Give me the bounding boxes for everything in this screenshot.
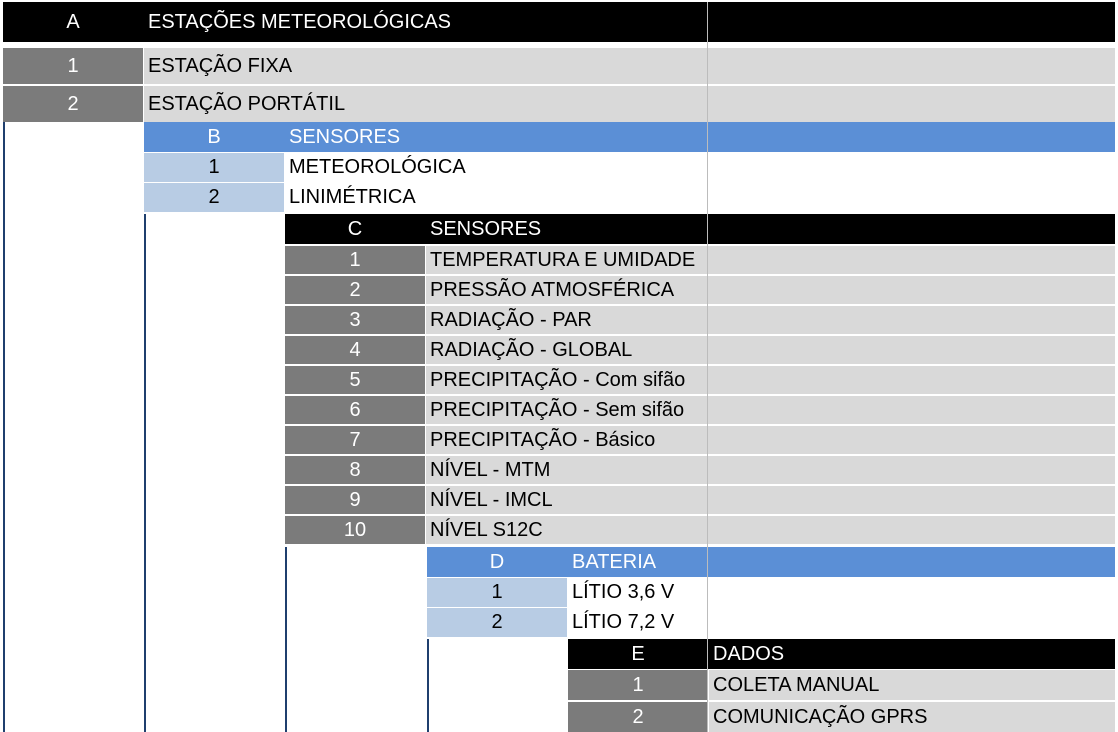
item-code: 1 (144, 153, 284, 182)
item-code: 2 (568, 702, 708, 732)
list-item: LÍTIO 3,6 V (568, 578, 1115, 607)
item-code: 5 (285, 366, 425, 394)
section-title: DADOS (713, 642, 785, 665)
list-item: RADIAÇÃO - GLOBAL (426, 336, 1115, 364)
list-item: NÍVEL S12C (426, 516, 1115, 544)
list-item: TEMPERATURA E UMIDADE (426, 246, 1115, 274)
list-item: COMUNICAÇÃO GPRS (709, 702, 1115, 732)
section-code: A (66, 10, 80, 33)
list-item: NÍVEL - MTM (426, 456, 1115, 484)
item-code: 2 (285, 276, 425, 304)
item-code: 8 (285, 456, 425, 484)
section-code: E (631, 642, 645, 665)
item-code: 1 (3, 48, 143, 84)
item-code: 3 (285, 306, 425, 334)
list-item: METEOROLÓGICA (285, 153, 1115, 182)
list-item: NÍVEL - IMCL (426, 486, 1115, 514)
section-title: SENSORES (289, 125, 401, 148)
item-code: 9 (285, 486, 425, 514)
list-item: PRECIPITAÇÃO - Com sifão (426, 366, 1115, 394)
tree-connector-line (427, 639, 429, 732)
list-item: LÍTIO 7,2 V (568, 608, 1115, 637)
tree-connector-line (3, 122, 5, 732)
list-item: ESTAÇÃO FIXA (144, 48, 1115, 84)
item-code: 1 (568, 670, 708, 700)
list-item: PRESSÃO ATMOSFÉRICA (426, 276, 1115, 304)
item-code: 2 (144, 183, 284, 212)
section-code: B (207, 125, 221, 148)
item-code: 2 (427, 608, 567, 637)
section-code: C (347, 217, 363, 240)
list-item: PRECIPITAÇÃO - Sem sifão (426, 396, 1115, 424)
section-title: ESTAÇÕES METEOROLÓGICAS (148, 10, 452, 33)
list-item: COLETA MANUAL (709, 670, 1115, 700)
list-item: ESTAÇÃO PORTÁTIL (144, 86, 1115, 122)
list-item: PRECIPITAÇÃO - Básico (426, 426, 1115, 454)
item-code: 4 (285, 336, 425, 364)
tree-connector-line (144, 214, 146, 732)
section-title: BATERIA (572, 550, 657, 573)
list-item: RADIAÇÃO - PAR (426, 306, 1115, 334)
item-code: 6 (285, 396, 425, 424)
item-code: 1 (285, 246, 425, 274)
section-title: SENSORES (430, 217, 542, 240)
list-item: LINIMÉTRICA (285, 183, 1115, 212)
item-code: 10 (285, 516, 425, 544)
tree-connector-line (285, 547, 287, 732)
section-code: D (489, 550, 505, 573)
grid-line (707, 2, 708, 732)
item-code: 1 (427, 578, 567, 607)
item-code: 2 (3, 86, 143, 122)
item-code: 7 (285, 426, 425, 454)
